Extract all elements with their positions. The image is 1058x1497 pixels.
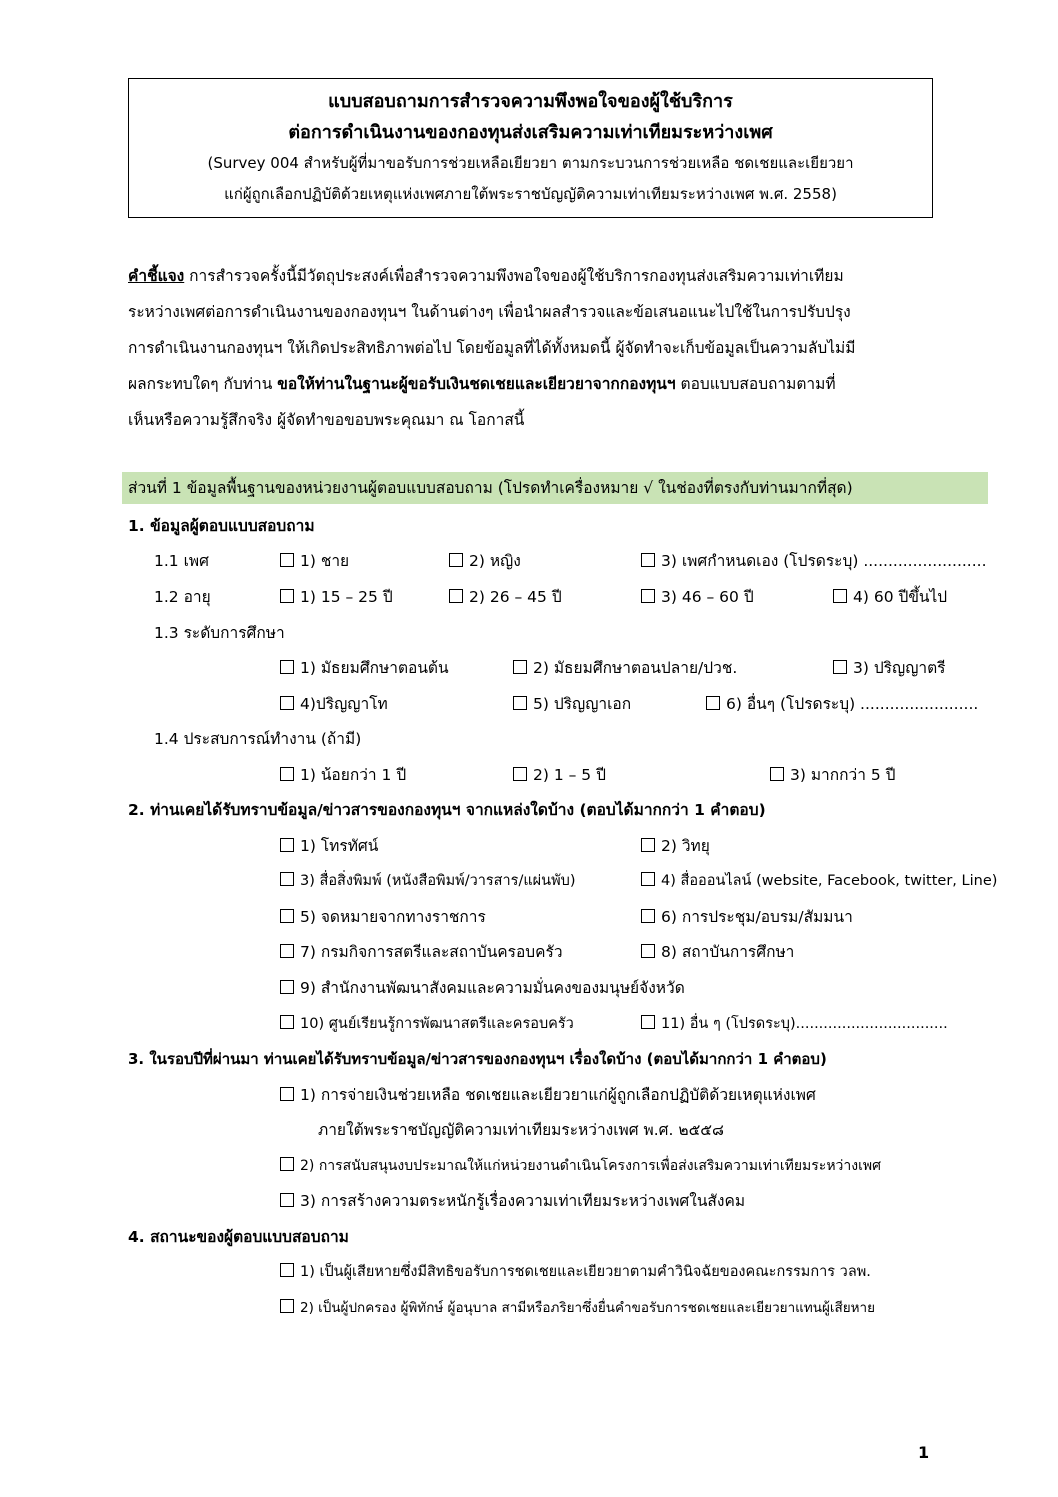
work-experience-label: 1.4 ประสบการณ์ทำงาน (ถ้ามี): [154, 730, 362, 748]
checkbox[interactable]: [641, 1015, 655, 1029]
checkbox[interactable]: [280, 589, 294, 603]
topic-option-2[interactable]: 2) การสนับสนุนงบประมาณให้แก่หน่วยงานดำเนินโครงการเพื่อส่งเสริมความเท่าเทียมระหว่างเพศ: [280, 1154, 881, 1178]
checkbox[interactable]: [833, 660, 847, 674]
age-option-2[interactable]: 2) 26 – 45 ปี: [449, 585, 562, 609]
instructions-line-3: การดำเนินงานกองทุนฯ ให้เกิดประสิทธิภาพต่อไป โดยข้อมูลที่ได้ทั้งหมดนี้ ผู้จัดทำจะเก็บข้อมูลเป็นความลับไม่มี: [128, 339, 856, 357]
title-line-2: ต่อการดำเนินงานของกองทุนส่งเสริมความเท่าเทียมระหว่างเพศ: [288, 122, 773, 143]
education-option-1[interactable]: 1) มัธยมศึกษาตอนต้น: [280, 656, 449, 680]
source-option-1[interactable]: 1) โทรทัศน์: [280, 834, 378, 858]
instructions-line-5: เห็นหรือความรู้สึกจริง ผู้จัดทำขอขอบพระคุณมา ณ โอกาสนี้: [128, 411, 525, 429]
checkbox[interactable]: [449, 553, 463, 567]
source-option-7[interactable]: 7) กรมกิจการสตรีและสถาบันครอบครัว: [280, 940, 563, 964]
question-3-title: 3. ในรอบปีที่ผ่านมา ท่านเคยได้รับทราบข้อมูล/ข่าวสารของกองทุนฯ เรื่องใดบ้าง (ตอบได้มากกว่า 1 คำตอบ): [128, 1050, 827, 1068]
instructions-line-2: ระหว่างเพศต่อการดำเนินงานของกองทุนฯ ในด้านต่างๆ เพื่อนำผลสำรวจและข้อเสนอแนะไปใช้ในการปรับปรุง: [128, 303, 851, 321]
page-number: 1: [918, 1443, 930, 1462]
checkbox[interactable]: [641, 909, 655, 923]
gender-female-option[interactable]: 2) หญิง: [449, 549, 521, 573]
instructions-label: คำชี้แจง: [128, 267, 185, 285]
education-option-5[interactable]: 5) ปริญญาเอก: [513, 692, 631, 716]
education-label: 1.3 ระดับการศึกษา: [154, 624, 285, 642]
education-option-2[interactable]: 2) มัธยมศึกษาตอนปลาย/ปวช.: [513, 656, 737, 680]
source-option-8[interactable]: 8) สถาบันการศึกษา: [641, 940, 794, 964]
question-4-title: 4. สถานะของผู้ตอบแบบสอบถาม: [128, 1228, 349, 1246]
education-option-3[interactable]: 3) ปริญญาตรี: [833, 656, 946, 680]
instructions-line-4: ผลกระทบใดๆ กับท่าน ขอให้ท่านในฐานะผู้ขอรับเงินชดเชยและเยียวยาจากกองทุนฯ ตอบแบบสอบถามตามที่: [128, 375, 836, 393]
work-option-2[interactable]: 2) 1 – 5 ปี: [513, 763, 606, 787]
checkbox[interactable]: [641, 553, 655, 567]
subtitle-line-1: (Survey 004 สำหรับผู้ที่มาขอรับการช่วยเหลือเยียวยา ตามกระบวนการช่วยเหลือ ชดเชยและเยียวยา: [207, 154, 854, 172]
source-option-11[interactable]: 11) อื่น ๆ (โปรดระบุ).................................: [641, 1012, 948, 1036]
question-1-title: 1. ข้อมูลผู้ตอบแบบสอบถาม: [128, 517, 315, 535]
subtitle-line-2: แก่ผู้ถูกเลือกปฏิบัติด้วยเหตุแห่งเพศภายใต้พระราชบัญญัติความเท่าเทียมระหว่างเพศ พ.ศ. 2558): [224, 185, 837, 203]
checkbox[interactable]: [280, 909, 294, 923]
gender-label: 1.1 เพศ: [154, 552, 209, 570]
checkbox[interactable]: [280, 1299, 294, 1313]
source-option-5[interactable]: 5) จดหมายจากทางราชการ: [280, 905, 486, 929]
checkbox[interactable]: [280, 980, 294, 994]
checkbox[interactable]: [706, 696, 720, 710]
question-2-title: 2. ท่านเคยได้รับทราบข้อมูล/ข่าวสารของกองทุนฯ จากแหล่งใดบ้าง (ตอบได้มากกว่า 1 คำตอบ): [128, 801, 766, 819]
work-option-3[interactable]: 3) มากกว่า 5 ปี: [770, 763, 896, 787]
source-option-3[interactable]: 3) สื่อสิ่งพิมพ์ (หนังสือพิมพ์/วารสาร/แผ่นพับ): [280, 869, 576, 893]
topic-option-3[interactable]: 3) การสร้างความตระหนักรู้เรื่องความเท่าเทียมระหว่างเพศในสังคม: [280, 1189, 745, 1213]
instructions-line-1: คำชี้แจง การสำรวจครั้งนี้มีวัตถุประสงค์เพื่อสำรวจความพึงพอใจของผู้ใช้บริการกองทุนส่งเสริมความเท่าเทียม: [128, 267, 844, 285]
source-option-9[interactable]: 9) สำนักงานพัฒนาสังคมและความมั่นคงของมนุษย์จังหวัด: [280, 976, 685, 1000]
checkbox[interactable]: [280, 1087, 294, 1101]
checkbox[interactable]: [280, 767, 294, 781]
checkbox[interactable]: [833, 589, 847, 603]
checkbox[interactable]: [280, 872, 294, 886]
checkbox[interactable]: [280, 553, 294, 567]
checkbox[interactable]: [280, 1015, 294, 1029]
checkbox[interactable]: [641, 589, 655, 603]
work-option-1[interactable]: 1) น้อยกว่า 1 ปี: [280, 763, 406, 787]
status-option-1[interactable]: 1) เป็นผู้เสียหายซึ่งมีสิทธิขอรับการชดเชยและเยียวยาตามคำวินิจฉัยของคณะกรรมการ วลพ.: [280, 1260, 871, 1284]
checkbox[interactable]: [280, 944, 294, 958]
checkbox[interactable]: [449, 589, 463, 603]
checkbox[interactable]: [770, 767, 784, 781]
title-line-1: แบบสอบถามการสำรวจความพึงพอใจของผู้ใช้บริการ: [328, 91, 733, 112]
instructions: [128, 258, 948, 438]
checkbox[interactable]: [641, 838, 655, 852]
gender-male-option[interactable]: 1) ชาย: [280, 549, 349, 573]
checkbox[interactable]: [513, 660, 527, 674]
checkbox[interactable]: [280, 1157, 294, 1171]
checkbox[interactable]: [280, 696, 294, 710]
source-option-4[interactable]: 4) สื่อออนไลน์ (website, Facebook, twitter, Line): [641, 869, 997, 893]
age-option-3[interactable]: 3) 46 – 60 ปี: [641, 585, 754, 609]
age-label: 1.2 อายุ: [154, 588, 211, 606]
checkbox[interactable]: [641, 872, 655, 886]
checkbox[interactable]: [280, 1193, 294, 1207]
checkbox[interactable]: [280, 1263, 294, 1277]
checkbox[interactable]: [280, 660, 294, 674]
source-option-10[interactable]: 10) ศูนย์เรียนรู้การพัฒนาสตรีและครอบครัว: [280, 1012, 574, 1036]
topic-option-1[interactable]: 1) การจ่ายเงินช่วยเหลือ ชดเชยและเยียวยาแก่ผู้ถูกเลือกปฏิบัติด้วยเหตุแห่งเพศ: [280, 1083, 816, 1107]
status-option-2[interactable]: 2) เป็นผู้ปกครอง ผู้พิทักษ์ ผู้อนุบาล สามีหรือภริยาซึ่งยื่นคำขอรับการชดเชยและเยียวยาแทนผู้เสียหาย: [280, 1296, 875, 1320]
checkbox[interactable]: [513, 767, 527, 781]
source-option-6[interactable]: 6) การประชุม/อบรม/สัมมนา: [641, 905, 853, 929]
education-option-4[interactable]: 4)ปริญญาโท: [280, 692, 388, 716]
age-option-4[interactable]: 4) 60 ปีขึ้นไป: [833, 585, 947, 609]
age-option-1[interactable]: 1) 15 – 25 ปี: [280, 585, 393, 609]
source-option-2[interactable]: 2) วิทยุ: [641, 834, 710, 858]
topic-option-1-continued: ภายใต้พระราชบัญญัติความเท่าเทียมระหว่างเพศ พ.ศ. ๒๕๕๘: [318, 1121, 724, 1139]
section-1-header: ส่วนที่ 1 ข้อมูลพื้นฐานของหน่วยงานผู้ตอบแบบสอบถาม (โปรดทำเครื่องหมาย √ ในช่องที่ตรงกับท่านมากที่สุด): [122, 472, 988, 504]
checkbox[interactable]: [641, 944, 655, 958]
education-option-6[interactable]: 6) อื่นๆ (โปรดระบุ) ........................: [706, 692, 978, 716]
title-box: [128, 78, 933, 218]
checkbox[interactable]: [280, 838, 294, 852]
gender-self-defined-option[interactable]: 3) เพศกำหนดเอง (โปรดระบุ) .........................: [641, 549, 987, 573]
checkbox[interactable]: [513, 696, 527, 710]
